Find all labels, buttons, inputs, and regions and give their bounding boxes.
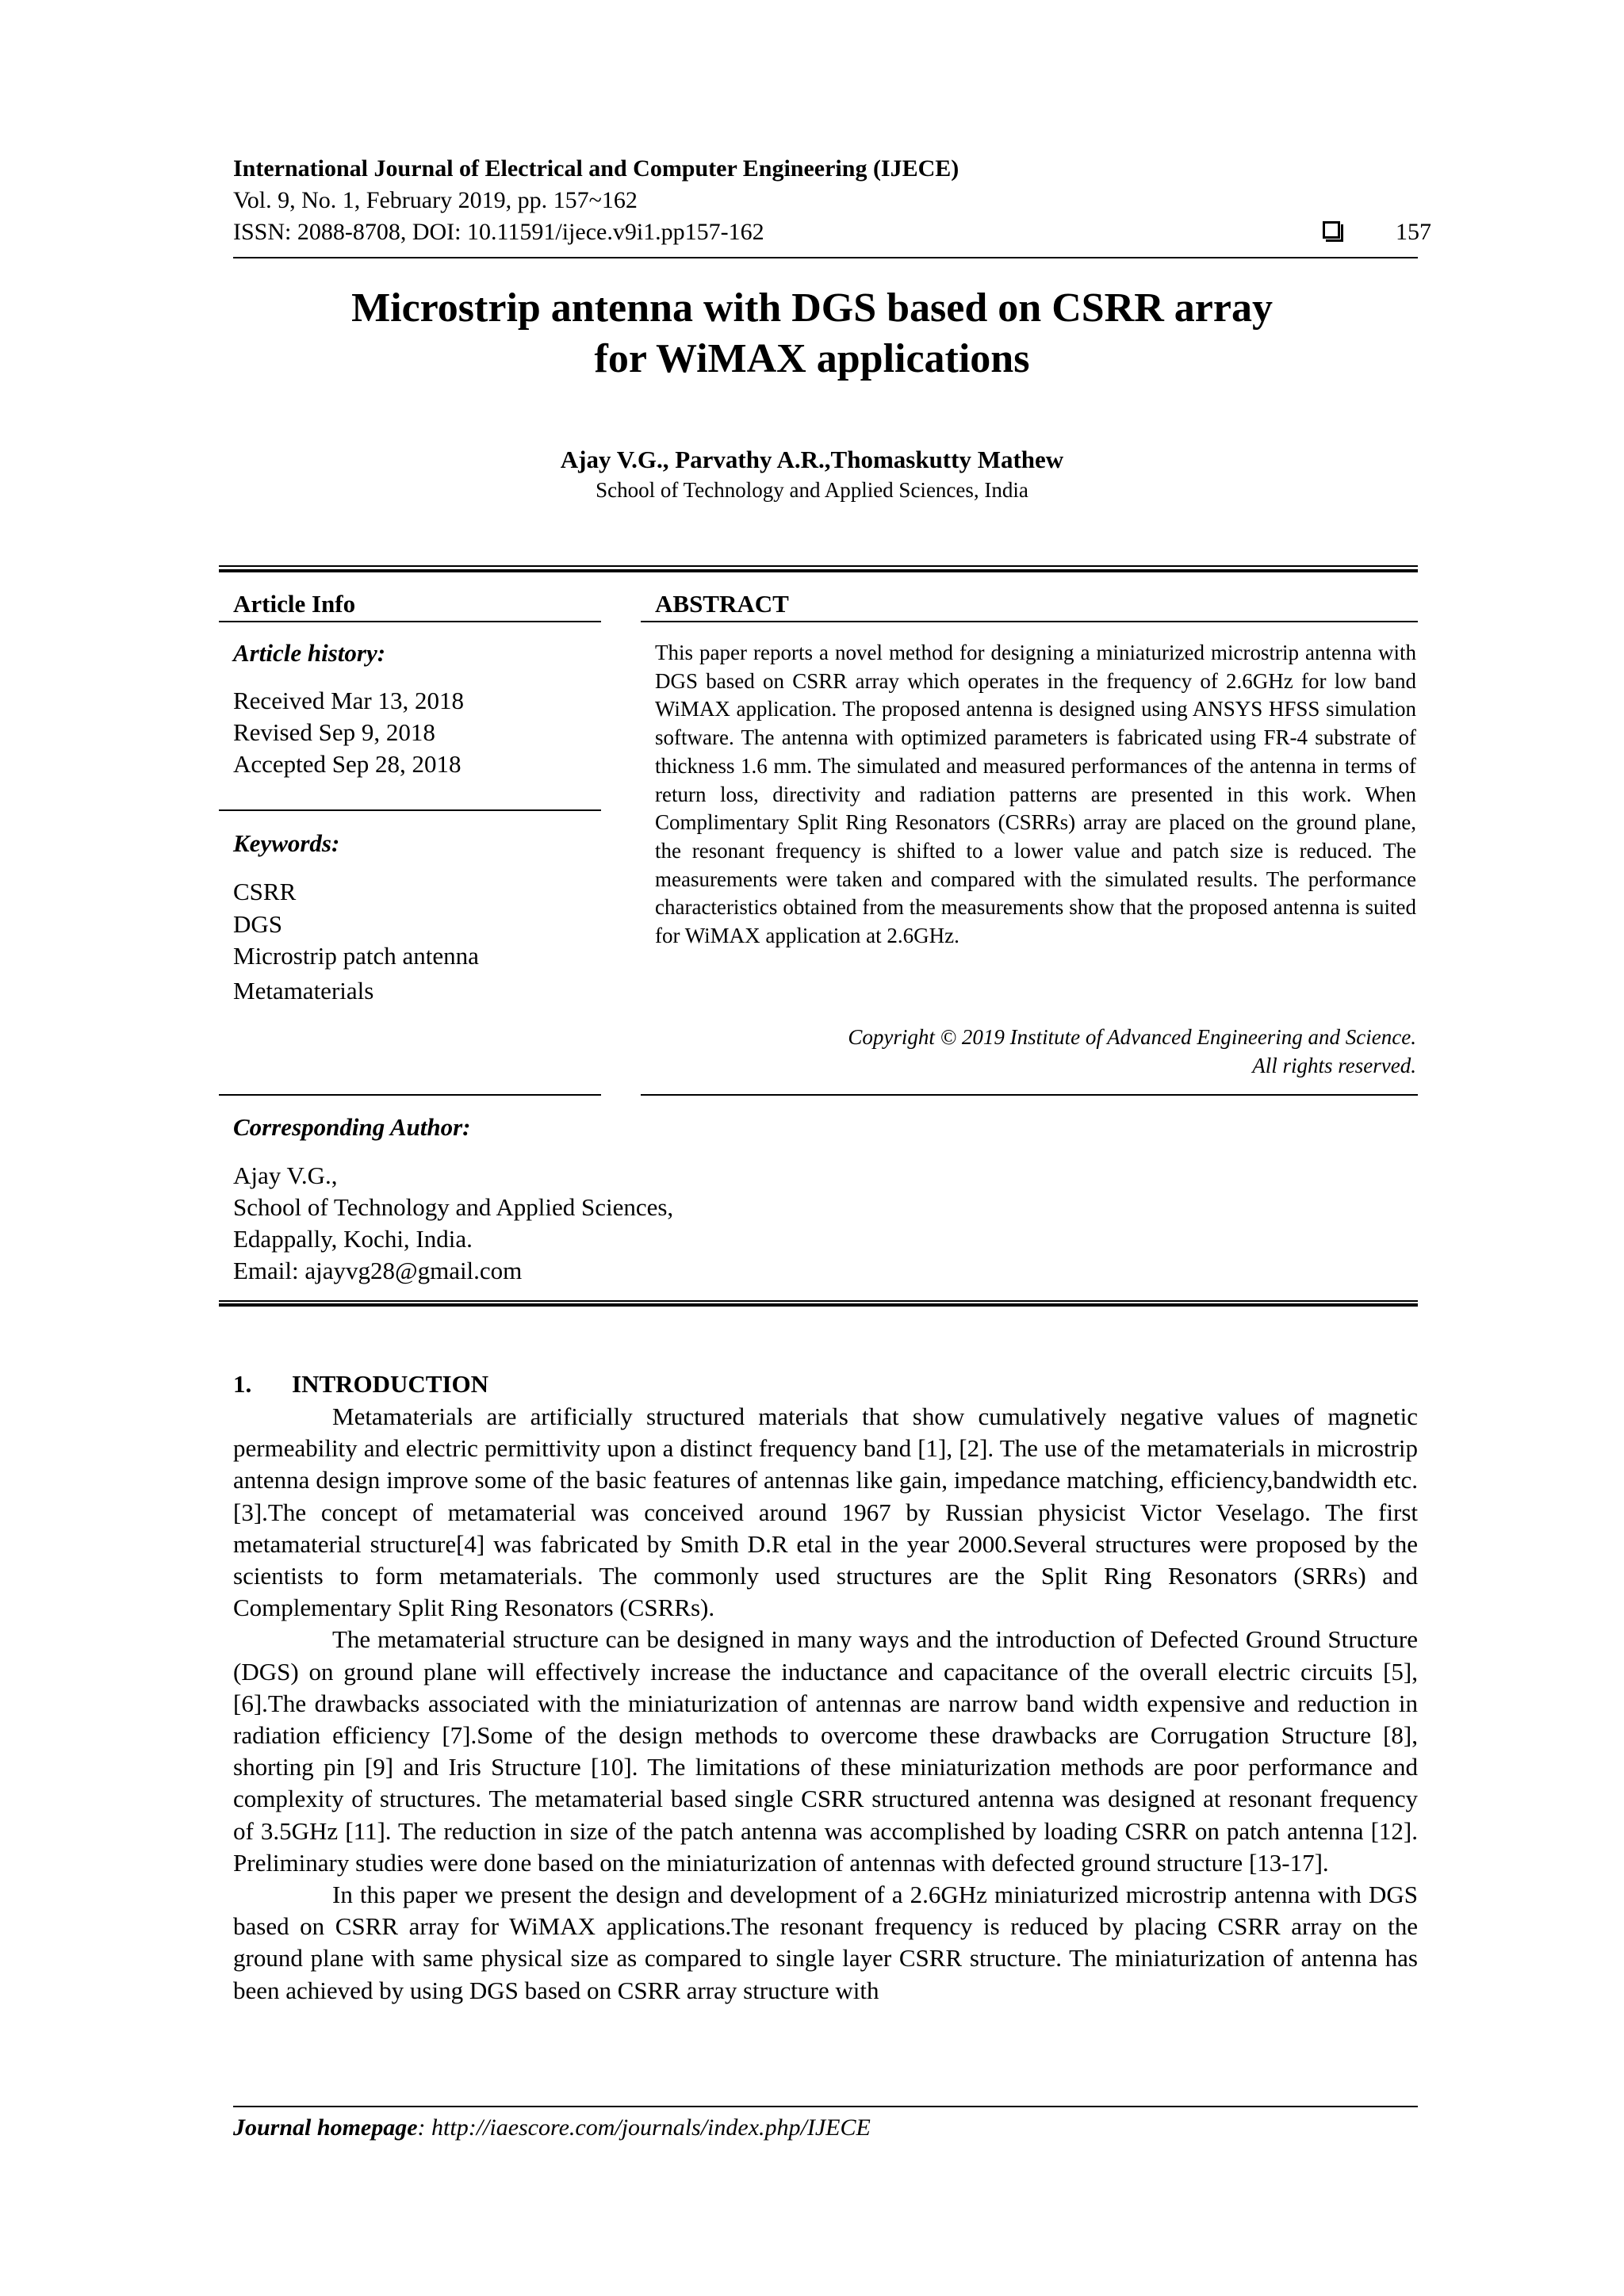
page-number: 157 (1396, 219, 1431, 245)
issn-doi: ISSN: 2088-8708, DOI: 10.11591/ijece.v9i1.pp157-162 (233, 219, 764, 245)
accepted-date: Accepted Sep 28, 2018 (233, 750, 462, 778)
paragraph: In this paper we present the design and development of a 2.6GHz miniaturized microstrip antenna with DGS based on CSRR array for WiMAX applications.The resonant frequency is reduced by placing CSRR array on the ground plane with same physical size as compared to single layer CSRR structure. The miniaturization of antenna has been achieved by using DGS based on CSRR array structure with (233, 1881, 1418, 2004)
paragraph: The metamaterial structure can be designed in many ways and the introduction of Defected Ground Structure (DGS) on ground plane will effectively increase the inductance and capacitance of the overall electric circuits [5], [6].The drawbacks associated with the miniaturization of antennas are narrow band width expensive and reduction in radiation efficiency [7].Some of the design methods to overcome these drawbacks are Corrugation Structure [8], shorting pin [9] and Iris Structure [10]. The limitations of these miniaturization methods are poor performance and complexity of structures. The metamaterial based single CSRR structured antenna was designed at resonant frequency of 3.5GHz [11]. The reduction in size of the patch antenna was accomplished by loading CSRR on patch antenna [12]. Preliminary studies were done based on the miniaturization of antennas with defected ground structure [13-17]. (233, 1625, 1418, 1877)
introduction-body (233, 1401, 1418, 2007)
journal-homepage: Journal homepage: http://iaescore.com/journals/index.php/IJECE (233, 2114, 871, 2141)
affiliation: School of Technology and Applied Sciences, India (596, 478, 1028, 502)
author-institution: School of Technology and Applied Sciences, (233, 1193, 674, 1221)
paper-title-line-1: Microstrip antenna with DGS based on CSRR array (351, 285, 1273, 331)
paper-title-line-2: for WiMAX applications (594, 336, 1030, 381)
article-info-rule (219, 621, 601, 622)
authors: Ajay V.G., Parvathy A.R.,Thomaskutty Mathew (560, 446, 1064, 473)
homepage-label: Journal homepage (233, 2114, 418, 2141)
revised-date: Revised Sep 9, 2018 (233, 718, 435, 746)
section-number: 1. (233, 1370, 252, 1398)
article-history-heading: Article history: (233, 639, 386, 667)
homepage-url[interactable]: http://iaescore.com/journals/index.php/IJECE (431, 2114, 871, 2141)
keyword-item: CSRR (233, 878, 297, 905)
author-bottom-rule (219, 1300, 1418, 1302)
copyright-line-2: All rights reserved. (1252, 1054, 1416, 1077)
keyword-item: Metamaterials (233, 977, 374, 1004)
info-top-rule (219, 565, 1418, 567)
article-info-heading: Article Info (233, 590, 356, 618)
author-location: Edappally, Kochi, India. (233, 1225, 473, 1253)
checkbox-square-icon (1323, 221, 1340, 239)
journal-name: International Journal of Electrical and Computer Engineering (IJECE) (233, 155, 959, 182)
abstract-rule (641, 621, 1418, 622)
author-bottom-rule-thick (219, 1303, 1418, 1307)
corresponding-author-heading: Corresponding Author: (233, 1113, 471, 1141)
copyright-line-1: Copyright © 2019 Institute of Advanced Engineering and Science. (848, 1025, 1416, 1049)
header-rule (233, 257, 1418, 258)
info-top-rule-thick (219, 569, 1418, 572)
keywords-heading: Keywords: (233, 829, 340, 857)
abstract-heading: ABSTRACT (655, 590, 789, 618)
footer-rule (233, 2106, 1418, 2107)
author-name: Ajay V.G., (233, 1161, 338, 1189)
history-rule (219, 809, 601, 811)
keyword-item: Microstrip patch antenna (233, 942, 479, 970)
volume-info: Vol. 9, No. 1, February 2019, pp. 157~162 (233, 187, 638, 213)
abstract-bottom-rule (641, 1094, 1418, 1096)
author-email: Email: ajayvg28@gmail.com (233, 1257, 523, 1284)
received-date: Received Mar 13, 2018 (233, 687, 464, 714)
keyword-item: DGS (233, 910, 283, 938)
paragraph: Metamaterials are artificially structured materials that show cumulatively negative values of magnetic permeability and electric permittivity upon a distinct frequency band [1], [2]. The use of the metamaterials in microstrip antenna design improve some of the basic features of antennas like gain, impedance matching, efficiency,bandwidth etc. [3].The concept of metamaterial was conceived around 1967 by Russian physicist Victor Veselago. The first metamaterial structure[4] was fabricated by Smith D.R etal in the year 2000.Several structures were proposed by the scientists to form metamaterials. The commonly used structures are the Split Ring Resonators (SRRs) and Complementary Split Ring Resonators (CSRRs). (233, 1402, 1418, 1622)
section-title: INTRODUCTION (292, 1370, 489, 1398)
keywords-rule (219, 1094, 601, 1096)
abstract-text: This paper reports a novel method for designing a miniaturized microstrip antenna with DGS based on CSRR array which operates in the frequency of 2.6GHz for low band WiMAX application. The proposed antenna is designed using ANSYS HFSS simulation software. The antenna with optimized parameters is fabricated using FR-4 substrate of thickness 1.6 mm. The simulated and measured performances of the antenna in terms of return loss, directivity and radiation patterns are presented in this work. When Complimentary Split Ring Resonators (CSRRs) array are placed on the ground plane, the resonant frequency is shifted to a lower value and patch size is reduced. The measurements were taken and compared with the simulated results. The performance characteristics obtained from the measurements show that the proposed antenna is suited for WiMAX application at 2.6GHz. (655, 641, 1416, 948)
section-heading-introduction (233, 1370, 488, 1399)
